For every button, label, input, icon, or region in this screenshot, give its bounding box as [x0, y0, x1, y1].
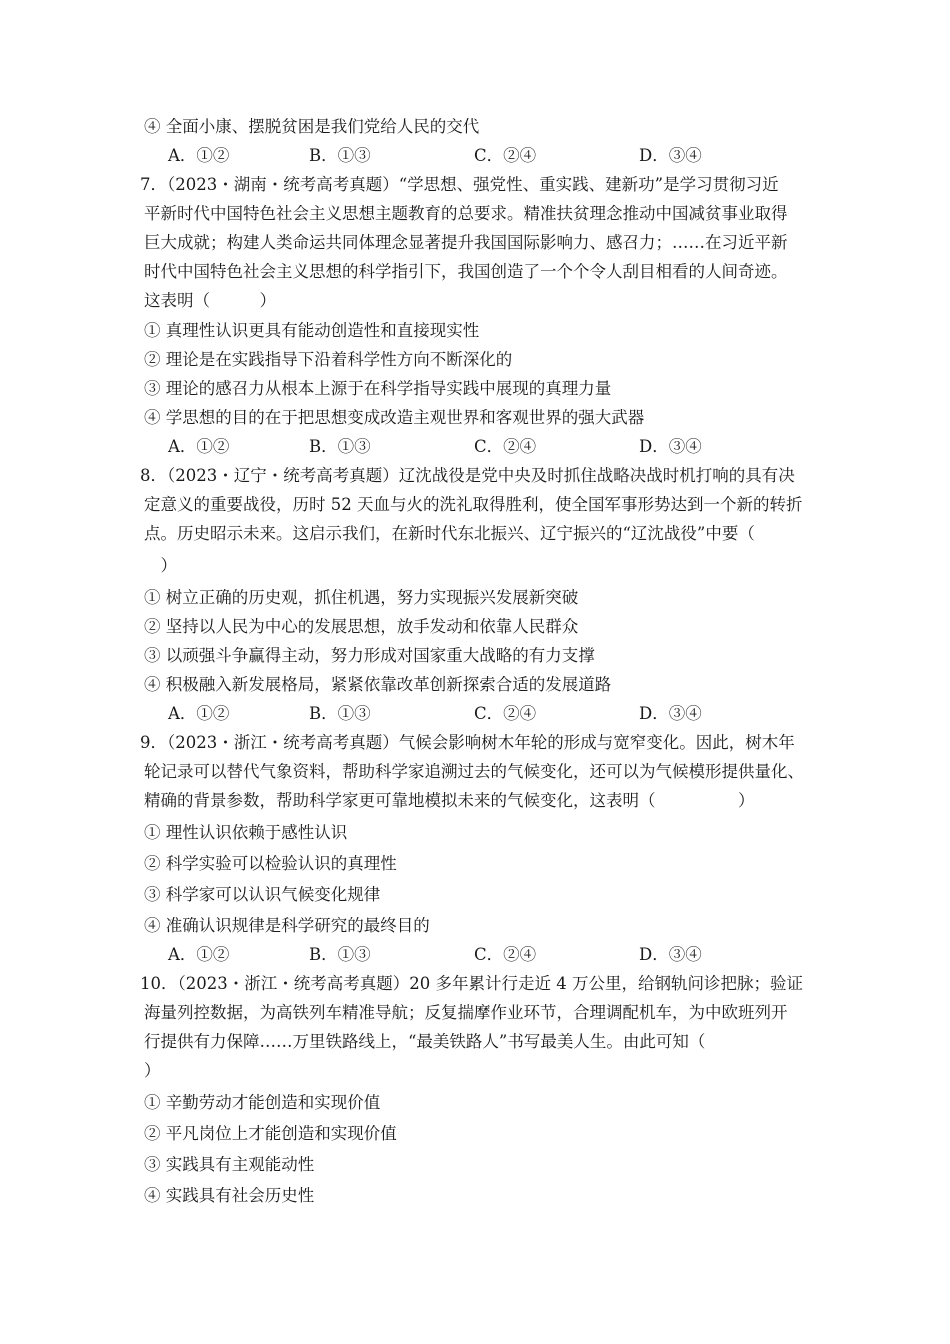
q8-statement-3: ③ 以顽强斗争赢得主动，努力形成对国家重大战略的有力支撑 — [144, 646, 595, 665]
q10-statement-4: ④ 实践具有社会历史性 — [144, 1186, 315, 1205]
q8-stem-line: 8．（2023・辽宁・统考高考真题）辽沈战役是党中央及时抓住战略决战时机打响的具有决 — [140, 466, 795, 485]
q10-statement-3: ③ 实践具有主观能动性 — [144, 1155, 315, 1174]
q8-statement-1: ① 树立正确的历史观，抓住机遇，努力实现振兴发展新突破 — [144, 588, 579, 607]
q7-stem-line: 这表明（ ） — [144, 291, 276, 310]
q7-statement-3: ③ 理论的感召力从根本上源于在科学指导实践中展现的真理力量 — [144, 379, 612, 398]
q7-statement-2: ② 理论是在实践指导下沿着科学性方向不断深化的 — [144, 350, 513, 369]
q8-option-a: A．①② — [168, 704, 230, 723]
q8-option-d: D．③④ — [639, 704, 702, 723]
q10-stem-line: ） — [144, 1061, 161, 1080]
q7-statement-1: ① 真理性认识更具有能动创造性和直接现实性 — [144, 321, 480, 340]
q7-option-b: B．①③ — [309, 437, 371, 456]
q6-statement-4: ④ 全面小康、摆脱贫困是我们党给人民的交代 — [144, 117, 480, 136]
q9-option-b: B．①③ — [309, 945, 371, 964]
q8-option-c: C．②④ — [474, 704, 537, 723]
q10-statement-2: ② 平凡岗位上才能创造和实现价值 — [144, 1124, 397, 1143]
q9-statement-1: ① 理性认识依赖于感性认识 — [144, 823, 348, 842]
q8-stem-line: 定意义的重要战役，历时 52 天血与火的洗礼取得胜利，使全国军事形势达到一个新的转折 — [144, 495, 803, 514]
q7-stem-line: 7．（2023・湖南・统考高考真题）“学思想、强党性、重实践、建新功”是学习贯彻习近 — [140, 175, 779, 194]
q9-statement-2: ② 科学实验可以检验认识的真理性 — [144, 854, 397, 873]
q9-stem-line: 轮记录可以替代气象资料，帮助科学家追溯过去的气候变化，还可以为气候模形提供量化、 — [144, 762, 804, 781]
q7-stem-line: 平新时代中国特色社会主义思想主题教育的总要求。精准扶贫理念推动中国减贫事业取得 — [144, 204, 788, 223]
q10-stem-line: 10．（2023・浙江・统考高考真题）20 多年累计行走近 4 万公里，给钢轨问诊把脉；验证 — [140, 974, 803, 993]
q7-statement-4: ④ 学思想的目的在于把思想变成改造主观世界和客观世界的强大武器 — [144, 408, 645, 427]
q6-option-b: B．①③ — [309, 146, 371, 165]
q9-statement-4: ④ 准确认识规律是科学研究的最终目的 — [144, 916, 430, 935]
q10-statement-1: ① 辛勤劳动才能创造和实现价值 — [144, 1093, 381, 1112]
q6-option-a: A．①② — [168, 146, 230, 165]
q9-option-d: D．③④ — [639, 945, 702, 964]
q9-stem-line: 9．（2023・浙江・统考高考真题）气候会影响树木年轮的形成与宽窄变化。因此，树木年 — [140, 733, 795, 752]
q8-stem-line: 点。历史昭示未来。这启示我们，在新时代东北振兴、辽宁振兴的“辽沈战役”中要（ — [144, 524, 755, 543]
q8-statement-2: ② 坚持以人民为中心的发展思想，放手发动和依靠人民群众 — [144, 617, 579, 636]
q6-options — [168, 146, 728, 166]
q9-option-c: C．②④ — [474, 945, 537, 964]
q7-stem-line: 巨大成就；构建人类命运共同体理念显著提升我国国际影响力、感召力；……在习近平新 — [144, 233, 788, 252]
q7-options — [168, 437, 728, 457]
q10-stem-line: 行提供有力保障……万里铁路线上，“最美铁路人”书写最美人生。由此可知（ — [144, 1032, 706, 1051]
q7-option-a: A．①② — [168, 437, 230, 456]
q9-option-a: A．①② — [168, 945, 230, 964]
q8-options — [168, 704, 728, 724]
q9-stem-line: 精确的背景参数，帮助科学家更可靠地模拟未来的气候变化，这表明（ ） — [144, 791, 755, 810]
q8-stem-line: ） — [144, 556, 177, 575]
q7-option-c: C．②④ — [474, 437, 537, 456]
q7-option-d: D．③④ — [639, 437, 702, 456]
q6-option-d: D．③④ — [639, 146, 702, 165]
q10-stem-line: 海量列控数据，为高铁列车精准导航；反复揣摩作业环节，合理调配机车，为中欧班列开 — [144, 1003, 788, 1022]
q7-stem-line: 时代中国特色社会主义思想的科学指引下，我国创造了一个个令人刮目相看的人间奇迹。 — [144, 262, 788, 281]
q6-option-c: C．②④ — [474, 146, 537, 165]
q8-option-b: B．①③ — [309, 704, 371, 723]
q9-statement-3: ③ 科学家可以认识气候变化规律 — [144, 885, 381, 904]
q9-options — [168, 945, 728, 965]
q8-statement-4: ④ 积极融入新发展格局，紧紧依靠改革创新探索合适的发展道路 — [144, 675, 612, 694]
